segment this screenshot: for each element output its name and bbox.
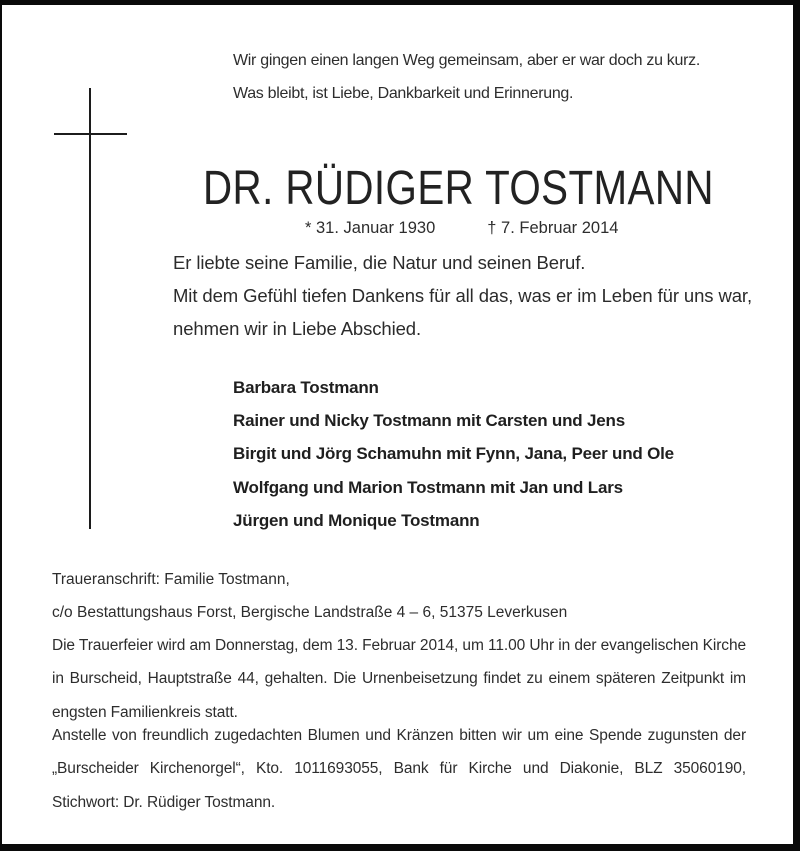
text-line: Wir gingen einen langen Weg gemeinsam, aber er war doch zu kurz. (233, 52, 700, 69)
condolence-address (52, 563, 567, 629)
text-line: Birgit und Jörg Schamuhn mit Fynn, Jana, Peer und Ole (233, 444, 674, 464)
text-line: c/o Bestattungshaus Forst, Bergische Landstraße 4 – 6, 51375 Leverkusen (52, 604, 568, 621)
text-line: Rainer und Nicky Tostmann mit Carsten und Jens (233, 411, 625, 431)
birth-date: * 31. Januar 1930 (305, 219, 436, 237)
mourners-list (233, 371, 674, 537)
donation-info: Anstelle von freundlich zugedachten Blumen und Kränzen bitten wir um eine Spende zugunsten der „Burscheider Kirchenorgel“, Kto. 1011693055, Bank für Kirche und Diakonie, BLZ 35060190, Stichwort: Dr. Rüdiger Tostmann. (52, 727, 746, 811)
frame-border-right (793, 0, 800, 851)
cross-horizontal-bar (54, 133, 127, 135)
text-line: Jürgen und Monique Tostmann (233, 510, 480, 530)
text-line: Was bleibt, ist Liebe, Dankbarkeit und Erinnerung. (233, 85, 574, 102)
text-line: nehmen wir in Liebe Abschied. (173, 317, 422, 339)
text-line: Wolfgang und Marion Tostmann mit Jan und Lars (233, 477, 623, 497)
text-line: Traueranschrift: Familie Tostmann, (52, 571, 290, 588)
life-dates (305, 219, 618, 238)
text-line: Er liebte seine Familie, die Natur und seinen Beruf. (173, 252, 586, 273)
frame-border-left (0, 0, 2, 851)
ceremony-info: Die Trauerfeier wird am Donnerstag, dem 13. Februar 2014, um 11.00 Uhr in der evangelischen Kirche in Burscheid, Hauptstraße 44, gehalten. Die Urnenbeisetzung findet zu einem späteren Zeitpunkt im engsten Familienkreis statt. (52, 637, 746, 721)
death-date: † 7. Februar 2014 (487, 219, 619, 237)
deceased-name: DR. RÜDIGER TOSTMANN (203, 162, 714, 215)
tribute-text (173, 247, 752, 345)
text-line: Barbara Tostmann (233, 378, 379, 397)
text-line: Mit dem Gefühl tiefen Dankens für all das, was er im Leben für uns war, (173, 284, 753, 306)
cross-vertical-bar (89, 88, 91, 529)
frame-border-top (0, 0, 800, 5)
frame-border-bottom (0, 844, 800, 851)
epigraph (233, 44, 700, 110)
